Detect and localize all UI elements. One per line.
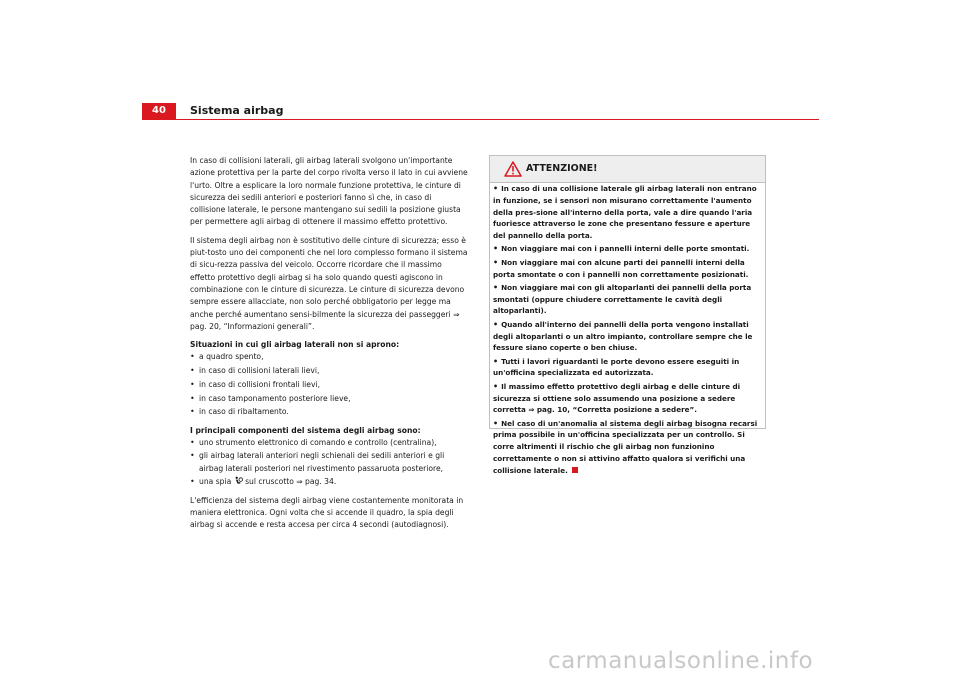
bullet-icon: • [190, 477, 195, 487]
list-item: • Non viaggiare mai con alcune parti dei pannelli interni della porta smontate o con i pannelli non correttamente posizionati. [493, 257, 749, 279]
bullet-icon: • [190, 352, 195, 362]
list-item: • in caso di collisioni frontali lievi, [190, 379, 468, 391]
bullet-icon: • [190, 407, 195, 417]
bullet-icon: • [190, 437, 195, 447]
page-number: 40 [142, 103, 176, 119]
list-item: • Non viaggiare mai con gli altoparlanti dei pannelli della porta smontati (oppure chiudere correttamente le cavità degli altoparlanti). [493, 282, 752, 316]
warning-triangle-icon [504, 161, 522, 177]
list-item: • In caso di una collisione laterale gli airbag laterali non entrano in funzione, se i sensori non misurano correttamente l'aumento della pres-sione all'interno della porta, vale a dire quando l'aria fuoriesce attraverso le zone che presentano fessure e aperture del pannello della porta. [493, 184, 757, 241]
bullet-icon: • [190, 393, 195, 403]
list-item: • una spia sul cruscotto ⇒ pag. 34. [190, 476, 468, 488]
components-list [190, 437, 468, 489]
list-item: • in caso di collisioni laterali lievi, [190, 365, 468, 377]
section-title: Sistema airbag [190, 104, 284, 117]
airbag-warning-icon [234, 476, 243, 485]
bullet-icon: • [493, 282, 499, 292]
main-text-column [190, 155, 468, 538]
bullet-icon: • [493, 418, 499, 428]
bullet-icon: • [493, 381, 499, 391]
bullet-icon: • [190, 366, 195, 376]
subheading-situations: Situazioni in cui gli airbag laterali non si aprono: [190, 340, 400, 350]
bullet-icon: • [493, 257, 499, 267]
bullet-icon: • [493, 319, 499, 329]
watermark: carmanualsonline.info [548, 648, 814, 674]
warning-body [493, 183, 761, 478]
paragraph-monitoring: L'efficienza del sistema degli airbag viene costantemente monitorata in maniera elettronica. Ogni volta che si accende il quadro, la spia degli airbag si accende e resta accesa per circa 4 secondi (autodiagnosi). [190, 495, 464, 530]
list-item: • gli airbag laterali anteriori negli schienali dei sedili anteriori e gli airbag laterali posteriori nel rivestimento passaruota posteriore, [190, 451, 445, 473]
bullet-icon: • [493, 244, 499, 254]
bullet-icon: • [493, 356, 499, 366]
warning-box [489, 155, 766, 475]
bullet-icon: • [493, 184, 499, 193]
warning-title: ATTENZIONE! [526, 163, 598, 174]
subheading-components: I principali componenti del sistema degli airbag sono: [190, 425, 421, 435]
end-of-section-icon [572, 467, 578, 473]
page-header [142, 103, 819, 120]
situations-list [190, 351, 468, 418]
list-item: • Il massimo effetto protettivo degli airbag e delle cinture di sicurezza si ottiene solo assumendo una posizione a sedere corretta ⇒ pag. 10, “Corretta posizione a sedere”. [493, 381, 741, 415]
warning-header [490, 156, 765, 183]
list-item: • in caso di ribaltamento. [190, 406, 468, 418]
bullet-icon: • [190, 379, 195, 389]
list-item: • uno strumento elettronico di comando e controllo (centralina), [190, 437, 468, 449]
list-item: • a quadro spento, [190, 351, 468, 363]
list-item: • Nel caso di un'anomalia al sistema degli airbag bisogna recarsi prima possibile in un'officina specializzata per un controllo. Si corre altrimenti il rischio che gli airbag non funzionino correttamente o non si attivino affatto qualora si verifichi una collisione laterale. [493, 418, 758, 475]
list-item: • Quando all'interno dei pannelli della porta vengono installati degli altoparlanti o un altro impianto, controllare sempre che le fessure siano coperte o ben chiuse. [493, 319, 753, 353]
list-item: • Tutti i lavori riguardanti le porte devono essere eseguiti in un'officina specializzata ed autorizzata. [493, 356, 740, 378]
list-item: • in caso tamponamento posteriore lieve, [190, 393, 468, 405]
bullet-icon: • [190, 451, 195, 461]
warning-list [493, 183, 761, 477]
paragraph-side-airbags: In caso di collisioni laterali, gli airbag laterali svolgono un'importante azione protettiva per la parte del corpo rivolta verso il lato in cui avviene l'urto. Oltre a esplicare la loro normale funzione protettiva, le cinture di sicurezza dei sedili anteriori e posteriori fanno sì che, in caso di collisione laterale, le persone mantengano sui sedili la posizione giusta per permettere agli airbag di ottenere il massimo effetto protettivo. [190, 156, 468, 227]
paragraph-seatbelts: Il sistema degli airbag non è sostitutivo delle cinture di sicurezza; esso è piut-tosto uno dei componenti che nel loro complesso formano il sistema di sicu-rezza passiva del veicolo. Occorre ricordare che il massimo effetto protettivo degli airbag si ha solo quando questi agiscono in combinazione con le cinture di sicurezza. Le cinture di sicurezza devono sempre essere allacciate, non solo perché obbligatorio per legge ma anche perché aumentano sensi-bilmente la sicurezza dei passeggeri ⇒ pag. 20, “Informazioni generali”. [190, 235, 468, 331]
list-item: • Non viaggiare mai con i pannelli interni delle porte smontati. [493, 244, 750, 254]
